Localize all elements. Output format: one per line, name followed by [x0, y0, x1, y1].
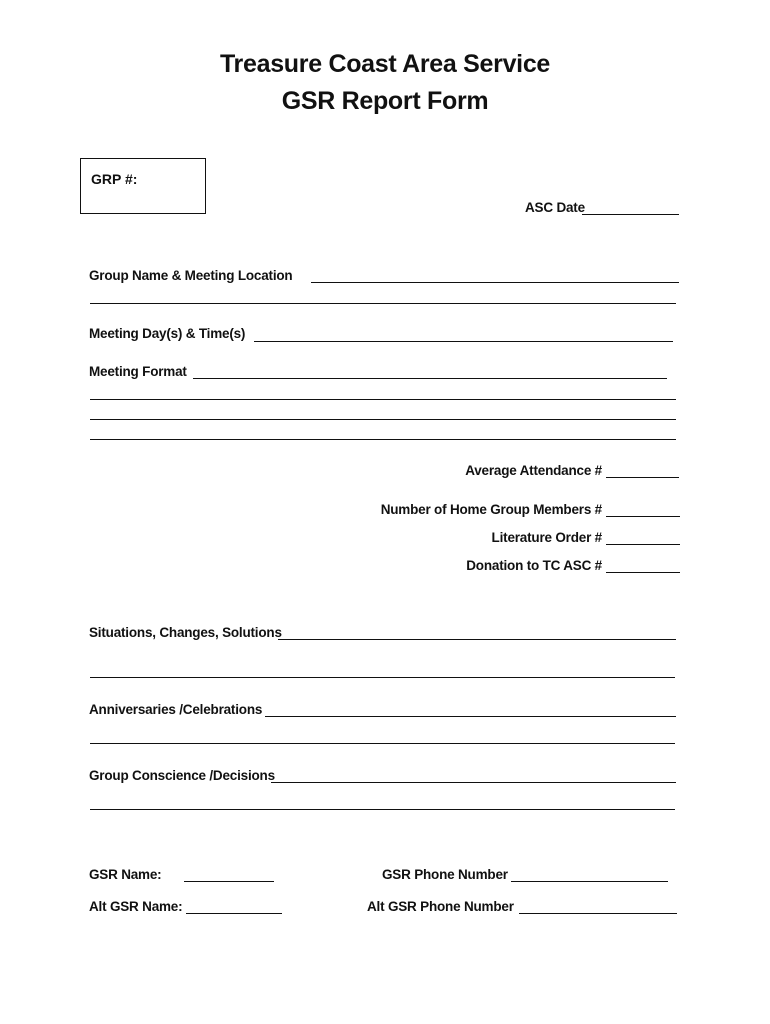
group-conscience-field-line2[interactable]: [90, 809, 675, 810]
group-name-field[interactable]: [311, 282, 679, 283]
grp-number-label: GRP #:: [91, 171, 138, 187]
literature-order-label: Literature Order #: [491, 530, 602, 545]
anniversaries-field-line2[interactable]: [90, 743, 675, 744]
average-attendance-label: Average Attendance #: [465, 463, 602, 478]
asc-date-field[interactable]: [582, 214, 679, 215]
gsr-name-field[interactable]: [184, 881, 274, 882]
situations-field-line2[interactable]: [90, 677, 675, 678]
donation-field[interactable]: [606, 572, 680, 573]
asc-date-label: ASC Date: [525, 200, 585, 215]
alt-gsr-name-field[interactable]: [186, 913, 282, 914]
donation-label: Donation to TC ASC #: [466, 558, 602, 573]
gsr-name-label: GSR Name:: [89, 867, 162, 882]
home-group-members-label: Number of Home Group Members #: [380, 502, 602, 517]
home-group-members-field[interactable]: [606, 516, 680, 517]
form-title-line1: Treasure Coast Area Service: [219, 50, 551, 78]
alt-gsr-name-label: Alt GSR Name:: [89, 899, 183, 914]
form-title-line2: GSR Report Form: [281, 87, 489, 115]
group-name-label: Group Name & Meeting Location: [89, 268, 293, 283]
meeting-day-time-field[interactable]: [254, 341, 673, 342]
literature-order-field[interactable]: [606, 544, 680, 545]
grp-number-box[interactable]: [80, 158, 206, 214]
group-conscience-label: Group Conscience /Decisions: [89, 768, 275, 783]
average-attendance-field[interactable]: [606, 477, 679, 478]
meeting-format-field-line4[interactable]: [90, 439, 676, 440]
meeting-format-label: Meeting Format: [89, 364, 187, 379]
meeting-format-field-line2[interactable]: [90, 399, 676, 400]
situations-field[interactable]: [278, 639, 676, 640]
meeting-format-field-line3[interactable]: [90, 419, 676, 420]
group-conscience-field[interactable]: [271, 782, 676, 783]
alt-gsr-phone-label: Alt GSR Phone Number: [367, 899, 514, 914]
alt-gsr-phone-field[interactable]: [519, 913, 677, 914]
anniversaries-label: Anniversaries /Celebrations: [89, 702, 263, 717]
situations-label: Situations, Changes, Solutions: [89, 625, 282, 640]
meeting-format-field[interactable]: [193, 378, 667, 379]
anniversaries-field[interactable]: [265, 716, 676, 717]
group-name-field-line2[interactable]: [90, 303, 676, 304]
gsr-phone-label: GSR Phone Number: [382, 867, 508, 882]
gsr-phone-field[interactable]: [511, 881, 668, 882]
meeting-day-time-label: Meeting Day(s) & Time(s): [89, 326, 246, 341]
